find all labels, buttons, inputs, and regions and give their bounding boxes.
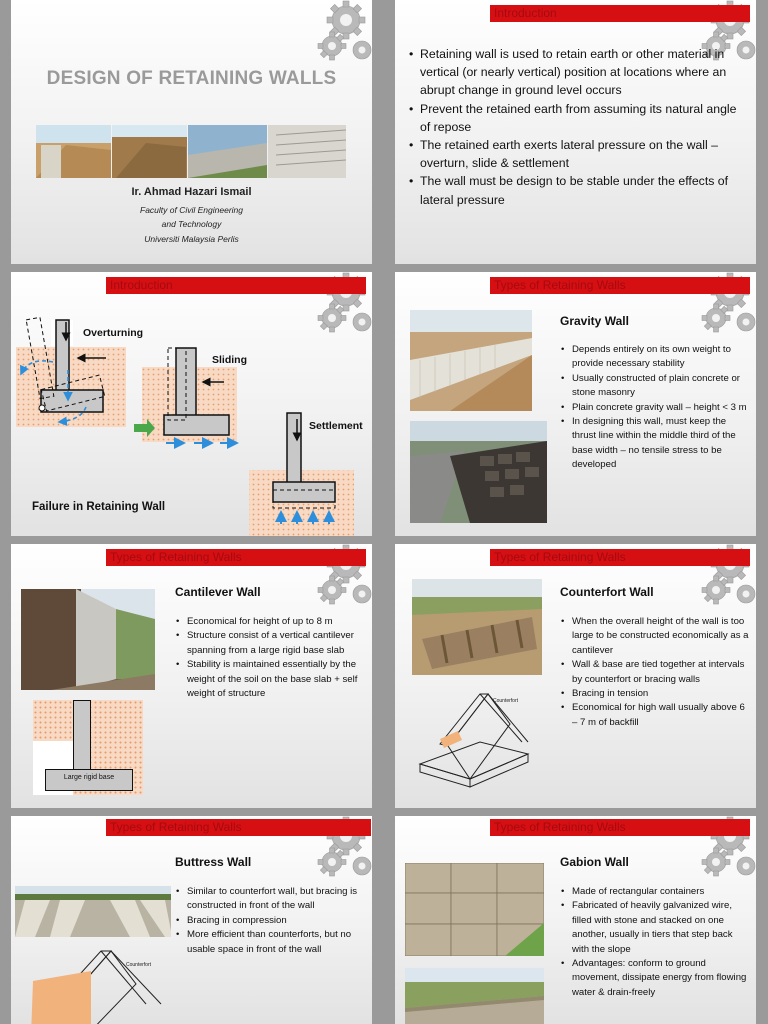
slide-banner: Introduction xyxy=(106,277,366,294)
affiliation-line-1: Faculty of Civil Engineering xyxy=(140,205,243,215)
slide-heading: Counterfort Wall xyxy=(560,585,654,599)
slide-buttress-wall xyxy=(11,816,372,1024)
slide-heading: Gravity Wall xyxy=(560,314,629,328)
bullet-item: • Prevent the retained earth from assuming its natural angle of repose xyxy=(408,100,738,136)
gravity-wall-photo-1 xyxy=(410,310,532,411)
slide-gabion-wall xyxy=(395,816,756,1024)
gabion-wall-photo-1 xyxy=(405,863,544,956)
slide-failure-modes xyxy=(11,272,372,536)
slide-heading: Cantilever Wall xyxy=(175,585,261,599)
counterfort-label: Counterfort xyxy=(126,962,152,968)
bullet-item: • Economical for high wall usually above 6 – 7 m of backfill xyxy=(560,701,752,730)
bullet-list xyxy=(175,885,367,957)
bullet-item: • Depends entirely on its own weight to provide necessary stability xyxy=(560,343,750,372)
gabion-wall-photo-2 xyxy=(405,968,544,1024)
slide-banner: Introduction xyxy=(490,5,750,22)
slide-cantilever-wall xyxy=(11,544,372,808)
bullet-item: • Advantages: conform to ground movement, dissipate energy from flowing water & drain-freely xyxy=(560,957,750,1000)
failure-diagram xyxy=(11,272,372,536)
slide-heading: Gabion Wall xyxy=(560,855,629,869)
counterfort-wall-photo xyxy=(412,579,542,675)
counterfort-label: Counterfort xyxy=(493,698,519,704)
label-overturning: Overturning xyxy=(83,327,144,339)
affiliation-line-2: and Technology xyxy=(161,219,222,229)
bullet-item: • Structure consist of a vertical cantilever spanning from a large rigid base slab xyxy=(175,629,367,658)
slide-title xyxy=(11,0,372,264)
slide-gravity-wall xyxy=(395,272,756,536)
buttress-diagram xyxy=(31,946,171,1024)
bullet-item: • More efficient than counterforts, but no usable space in front of the wall xyxy=(175,928,367,957)
bullet-item: • In designing this wall, must keep the thrust line within the middle third of the base width – no tensile stress to be developed xyxy=(560,415,750,473)
buttress-wall-photo xyxy=(15,886,171,937)
gravity-wall-photo-2 xyxy=(410,421,547,523)
base-slab-label: Large rigid base xyxy=(63,774,115,781)
bullet-item: • Fabricated of heavily galvanized wire, filled with stone and stacked on one another, usually in tiers that step back with the slope xyxy=(560,899,750,957)
bullet-item: • Plain concrete gravity wall – height < 3 m xyxy=(560,401,750,415)
bullet-item: • Bracing in tension xyxy=(560,687,752,701)
bullet-item: • Similar to counterfort wall, but bracing is constructed in front of the wall xyxy=(175,885,367,914)
bullet-item: • Usually constructed of plain concrete or stone masonry xyxy=(560,372,750,401)
slide-counterfort-wall xyxy=(395,544,756,808)
diagram-caption: Failure in Retaining Wall xyxy=(32,501,166,513)
counterfort-diagram xyxy=(410,684,545,804)
bullet-item: • The retained earth exerts lateral pressure on the wall – overturn, slide & settlement xyxy=(408,136,738,172)
bullet-list xyxy=(175,615,367,701)
slide-heading: Buttress Wall xyxy=(175,855,252,869)
cantilever-wall-photo xyxy=(21,589,155,690)
bullet-item: • Made of rectangular containers xyxy=(560,885,750,899)
bullet-list xyxy=(560,343,750,473)
slide-introduction-text xyxy=(395,0,756,264)
gear-icon xyxy=(302,0,372,70)
bullet-item: • Economical for height of up to 8 m xyxy=(175,615,367,629)
bullet-item: • When the overall height of the wall is too large to be constructed economically as a cantilever xyxy=(560,615,752,658)
bullet-list xyxy=(408,45,738,209)
author-name: Ir. Ahmad Hazari Ismail xyxy=(131,186,252,198)
bullet-list xyxy=(560,885,750,1000)
bullet-item: • Wall & base are tied together at intervals by counterfort or bracing walls xyxy=(560,658,752,687)
slide-banner: Types of Retaining Walls xyxy=(490,549,750,566)
cantilever-stem xyxy=(73,700,91,773)
slide-banner: Types of Retaining Walls xyxy=(106,819,371,836)
affiliation-line-3: Universiti Malaysia Perlis xyxy=(144,234,239,244)
slide-banner: Types of Retaining Walls xyxy=(490,277,750,294)
bullet-item: • The wall must be design to be stable under the effects of lateral pressure xyxy=(408,172,738,208)
bullet-item: • Bracing in compression xyxy=(175,914,367,928)
label-sliding: Sliding xyxy=(212,354,247,366)
slide-banner: Types of Retaining Walls xyxy=(106,549,366,566)
slide-banner: Types of Retaining Walls xyxy=(490,819,750,836)
bullet-item: • Retaining wall is used to retain earth or other material in vertical (or nearly vertical) position at locations where an abrupt change in ground level occurs xyxy=(408,45,738,100)
bullet-list xyxy=(560,615,752,730)
presentation-title: DESIGN OF RETAINING WALLS xyxy=(46,68,337,89)
title-photo-strip xyxy=(36,125,346,178)
bullet-item: • Stability is maintained essentially by the weight of the soil on the base slab + self weight of structure xyxy=(175,658,367,701)
label-settlement: Settlement xyxy=(309,420,363,432)
